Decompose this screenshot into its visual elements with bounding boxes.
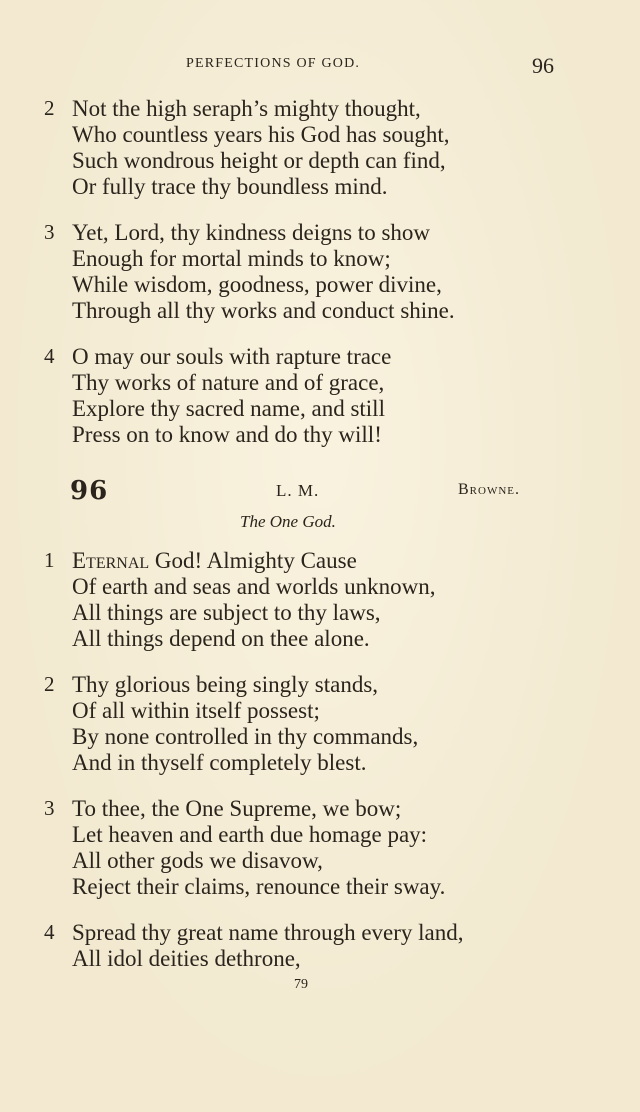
- verse-line: Let heaven and earth due homage pay:: [72, 822, 428, 847]
- verse-line: Such wondrous height or depth can find,: [72, 148, 446, 173]
- verse-line: All things depend on thee alone.: [72, 626, 370, 651]
- first-word: Eternal: [72, 548, 150, 573]
- verse-line: Explore thy sacred name, and still: [72, 396, 385, 421]
- verse-line: While wisdom, goodness, power divine,: [72, 272, 442, 297]
- verse-line: Press on to know and do thy will!: [72, 422, 382, 447]
- hymn-meter: L. M.: [276, 481, 320, 500]
- page-number: 96: [532, 53, 554, 78]
- verse-line: All things are subject to thy laws,: [72, 600, 381, 625]
- verse-line: Not the high seraph’s mighty thought,: [72, 96, 421, 121]
- hymn-title: The One God.: [240, 512, 336, 531]
- verse-line: All idol deities dethrone,: [72, 946, 301, 971]
- hymn-number: 96: [70, 476, 109, 506]
- signature-number: 79: [294, 977, 308, 992]
- stanza-number: 3: [44, 220, 55, 244]
- verse-line: And in thyself completely blest.: [72, 750, 367, 775]
- verse-line: Yet, Lord, thy kindness deigns to show: [72, 220, 431, 245]
- verse-line: Reject their claims, renounce their sway.: [72, 874, 446, 899]
- verse-line: By none controlled in thy commands,: [72, 724, 419, 749]
- stanza-number: 2: [44, 96, 55, 120]
- verse-line: Thy glorious being singly stands,: [72, 672, 379, 697]
- verse-line: Of earth and seas and worlds unknown,: [72, 574, 436, 599]
- verse-line: Thy works of nature and of grace,: [72, 370, 385, 395]
- verse-line: O may our souls with rapture trace: [72, 344, 392, 369]
- verse-line: All other gods we disavow,: [72, 848, 323, 873]
- hymn-heading: [0, 476, 640, 506]
- verse-line: Enough for mortal minds to know;: [72, 246, 391, 271]
- stanza-number: 4: [44, 344, 55, 368]
- stanza-number: 1: [44, 548, 55, 572]
- verse-line: Spread thy great name through every land,: [72, 920, 464, 945]
- first-line-rest: God! Almighty Cause: [149, 548, 357, 573]
- running-title: PERFECTIONS OF GOD.: [186, 56, 361, 71]
- verse-line: To thee, the One Supreme, we bow;: [72, 796, 402, 821]
- verse-line: Who countless years his God has sought,: [72, 122, 450, 147]
- verse-line-first: [72, 548, 357, 574]
- stanza-number: 3: [44, 796, 55, 820]
- hymn-author: Browne.: [458, 481, 520, 498]
- verse-line: Of all within itself possest;: [72, 698, 320, 723]
- stanza-number: 2: [44, 672, 55, 696]
- stanza-number: 4: [44, 920, 55, 944]
- verse-line: Through all thy works and conduct shine.: [72, 298, 455, 323]
- verse-line: Or fully trace thy boundless mind.: [72, 174, 388, 199]
